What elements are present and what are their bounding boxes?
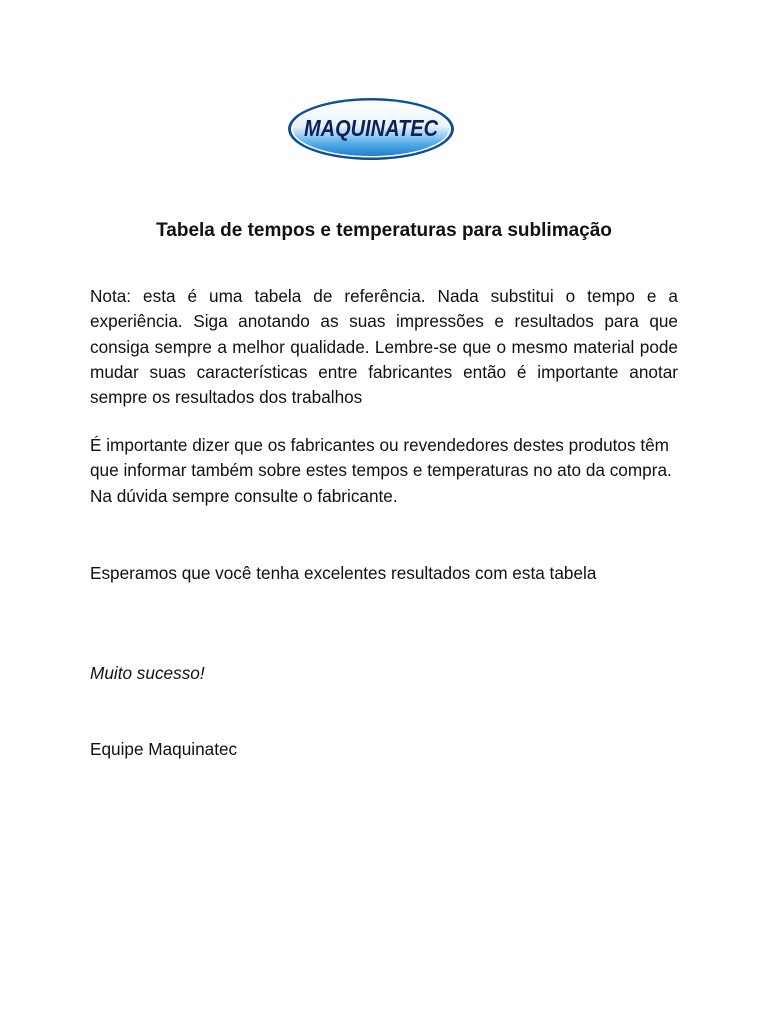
logo-wordmark: MAQUINATEC	[304, 115, 439, 141]
note-paragraph: Nota: esta é uma tabela de referência. Nada substitui o tempo e a experiência. Siga anotando as suas impressões e resultados para que consiga sempre a melhor qualidade. Lembre-se que o mesmo material pode mudar suas características entre fabricantes então é importante anotar sempre os resultados dos trabalhos	[90, 286, 678, 408]
hope-paragraph: Esperamos que você tenha excelentes resultados com esta tabela	[90, 563, 597, 583]
success-line: Muito sucesso!	[90, 663, 205, 683]
maquinatec-logo	[286, 96, 456, 162]
document-title: Tabela de tempos e temperaturas para sublimação	[156, 220, 612, 241]
important-paragraph: É importante dizer que os fabricantes ou revendedores destes produtos têm que informar também sobre estes tempos e temperaturas no ato da compra. Na dúvida sempre consulte o fabricante.	[90, 435, 672, 506]
signature-line: Equipe Maquinatec	[90, 739, 238, 759]
maquinatec-logo-graphic	[286, 96, 456, 162]
